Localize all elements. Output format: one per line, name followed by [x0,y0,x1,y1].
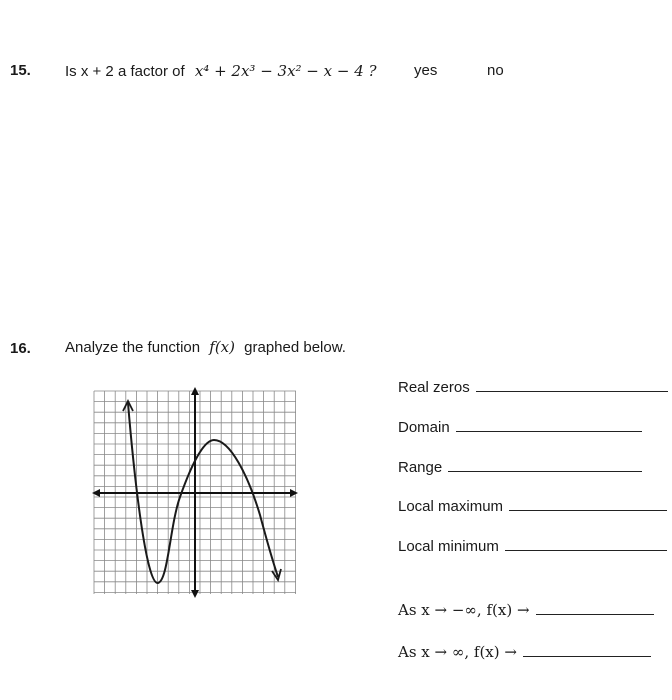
x-axis-right-arrow [290,489,298,497]
question-15-lead: Is x + 2 a factor of [65,63,185,80]
domain-answer-line[interactable] [456,430,642,432]
range-answer-line[interactable] [448,470,642,472]
choice-no[interactable]: no [487,62,504,79]
end-behavior-left-answer-line[interactable] [536,613,654,615]
choice-yes[interactable]: yes [414,62,438,79]
question-16-text [65,338,346,356]
question-16-end: graphed below. [244,339,346,356]
field-local-maximum[interactable] [398,498,667,515]
question-16-lead: Analyze the function [65,339,201,356]
real-zeros-label: Real zeros [398,379,470,396]
field-range[interactable] [398,459,642,476]
field-end-behavior-right[interactable] [398,643,651,661]
field-end-behavior-left[interactable] [398,601,654,619]
end-behavior-right-label: As x → ∞, f(x) → [398,643,517,661]
local-maximum-label: Local maximum [398,498,504,515]
question-15-number: 15. [10,62,31,79]
local-maximum-answer-line[interactable] [509,509,667,511]
question-15-polynomial: x⁴ + 2x³ − 3x² − x − 4 ? [194,62,377,80]
field-domain[interactable] [398,419,642,436]
function-name: f(x) [209,338,235,356]
end-behavior-left-label: As x → −∞, f(x) → [398,601,530,619]
field-real-zeros[interactable] [398,379,668,396]
local-minimum-answer-line[interactable] [505,549,667,551]
real-zeros-answer-line[interactable] [476,390,668,392]
function-graph [90,385,300,600]
field-local-minimum[interactable] [398,538,667,555]
range-label: Range [398,459,443,476]
x-axis-left-arrow [92,489,100,497]
local-minimum-label: Local minimum [398,538,499,555]
question-16-number: 16. [10,340,31,357]
question-15-text [65,62,377,80]
graph-svg [90,385,300,600]
y-axis-down-arrow [191,590,199,598]
end-behavior-right-answer-line[interactable] [523,655,651,657]
domain-label: Domain [398,419,450,436]
